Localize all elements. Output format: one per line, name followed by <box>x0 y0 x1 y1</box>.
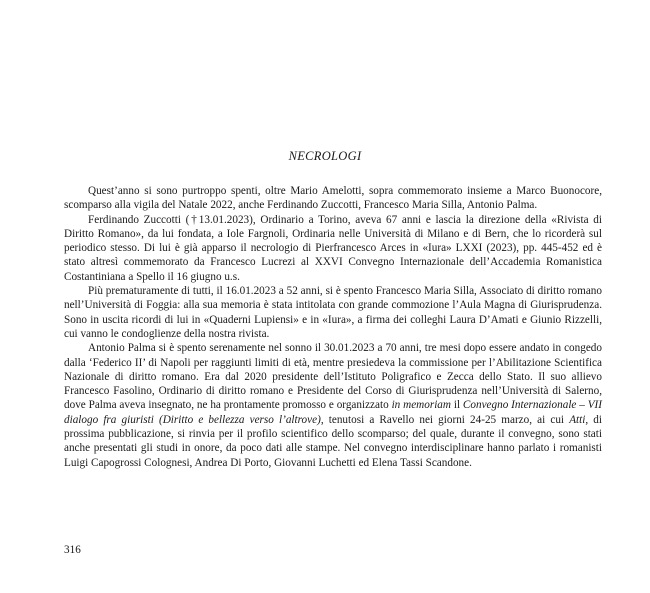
paragraph-palma-italic-atti: Atti <box>569 413 586 426</box>
body-text <box>64 184 602 470</box>
paragraph-palma-text-b: il <box>450 399 463 412</box>
paragraph-intro: Quest’anno si sono purtroppo spenti, oltre Mario Amelotti, sopra commemorato insieme a Marco Buonocore, scomparso alla vigila del Natale 2022, anche Ferdinando Zuccotti, Francesco Maria Silla, Antonio Palma. <box>64 185 602 212</box>
paragraph-palma-text-c: , tenutosi a Ravello nei giorni 24-25 marzo, ai cui <box>320 413 570 426</box>
paragraph-silla: Più prematuramente di tutti, il 16.01.2023 a 52 anni, si è spento Francesco Maria Silla, Associato di diritto romano nell’Università di Foggia: alla sua memoria è stata intitolata con grande commozione l’Aula Magna di Giurisprudenza. Sono in uscita ricordi di lui in «Quaderni Lupiensi» e in «Iura», a firma dei colleghi Laura D’Amati e Giunio Rizzelli, cui vanno le condoglienze della nostra rivista. <box>64 285 602 340</box>
paragraph-palma-italic-memoriam: in memoriam <box>391 399 451 412</box>
paragraph-palma-text-d: , di prossima pubblicazione, si rinvia per il profilo scientifico dello scomparso; del quale, durante il convegno, sono stati anche presentati gli studi in onore, da poco dati alle stampe. Nel convegno interdisciplinare hanno parlato i romanisti Luigi Capogrossi Colognesi, Andrea Di Porto, Giovanni Luchetti ed Elena Tassi Scandone. <box>64 413 602 469</box>
section-heading: NECROLOGI <box>288 149 362 163</box>
paragraph-palma-text-a: Antonio Palma si è spento serenamente nel sonno il 30.01.2023 a 70 anni, tre mesi dopo essere andato in congedo dalla ‘Federico II’ di Napoli per raggiunti limiti di età, mentre presiedeva la commissione per l’Abilitazione Scientifica Nazionale di diritto romano. Era dal 2020 presidente dell’Istituto Poligrafico e Zecca dello Stato. Il suo allievo Francesco Fasolino, Ordinario di diritto romano e Presidente del Corso di Giurisprudenza nell’Università di Salerno, dove Palma aveva insegnato, ne ha prontamente promosso e organizzato <box>64 342 602 412</box>
paragraph-palma-italic-convegno: Convegno Internazionale – VII dialogo fra giuristi (Diritto e bellezza verso l’altrove) <box>64 399 602 426</box>
page-number: 316 <box>64 544 81 556</box>
paragraph-palma <box>64 341 602 470</box>
paragraph-zuccotti: Ferdinando Zuccotti (†13.01.2023), Ordinario a Torino, aveva 67 anni e lascia la direzione della «Rivista di Diritto Romano», da lui fondata, a Iole Fargnoli, Ordinaria nelle Università di Milano e di Bern, che lo ricorderà sul periodico stesso. Di lui è già apparso il necrologio di Pierfrancesco Arces in «Iura» LXXI (2023), pp. 445-452 ed è stato altresì commemorato da Francesco Lucrezi al XXVI Convegno Internazionale dell’Accademia Romanistica Costantiniana a Spello il 16 giugno u.s. <box>64 213 602 283</box>
